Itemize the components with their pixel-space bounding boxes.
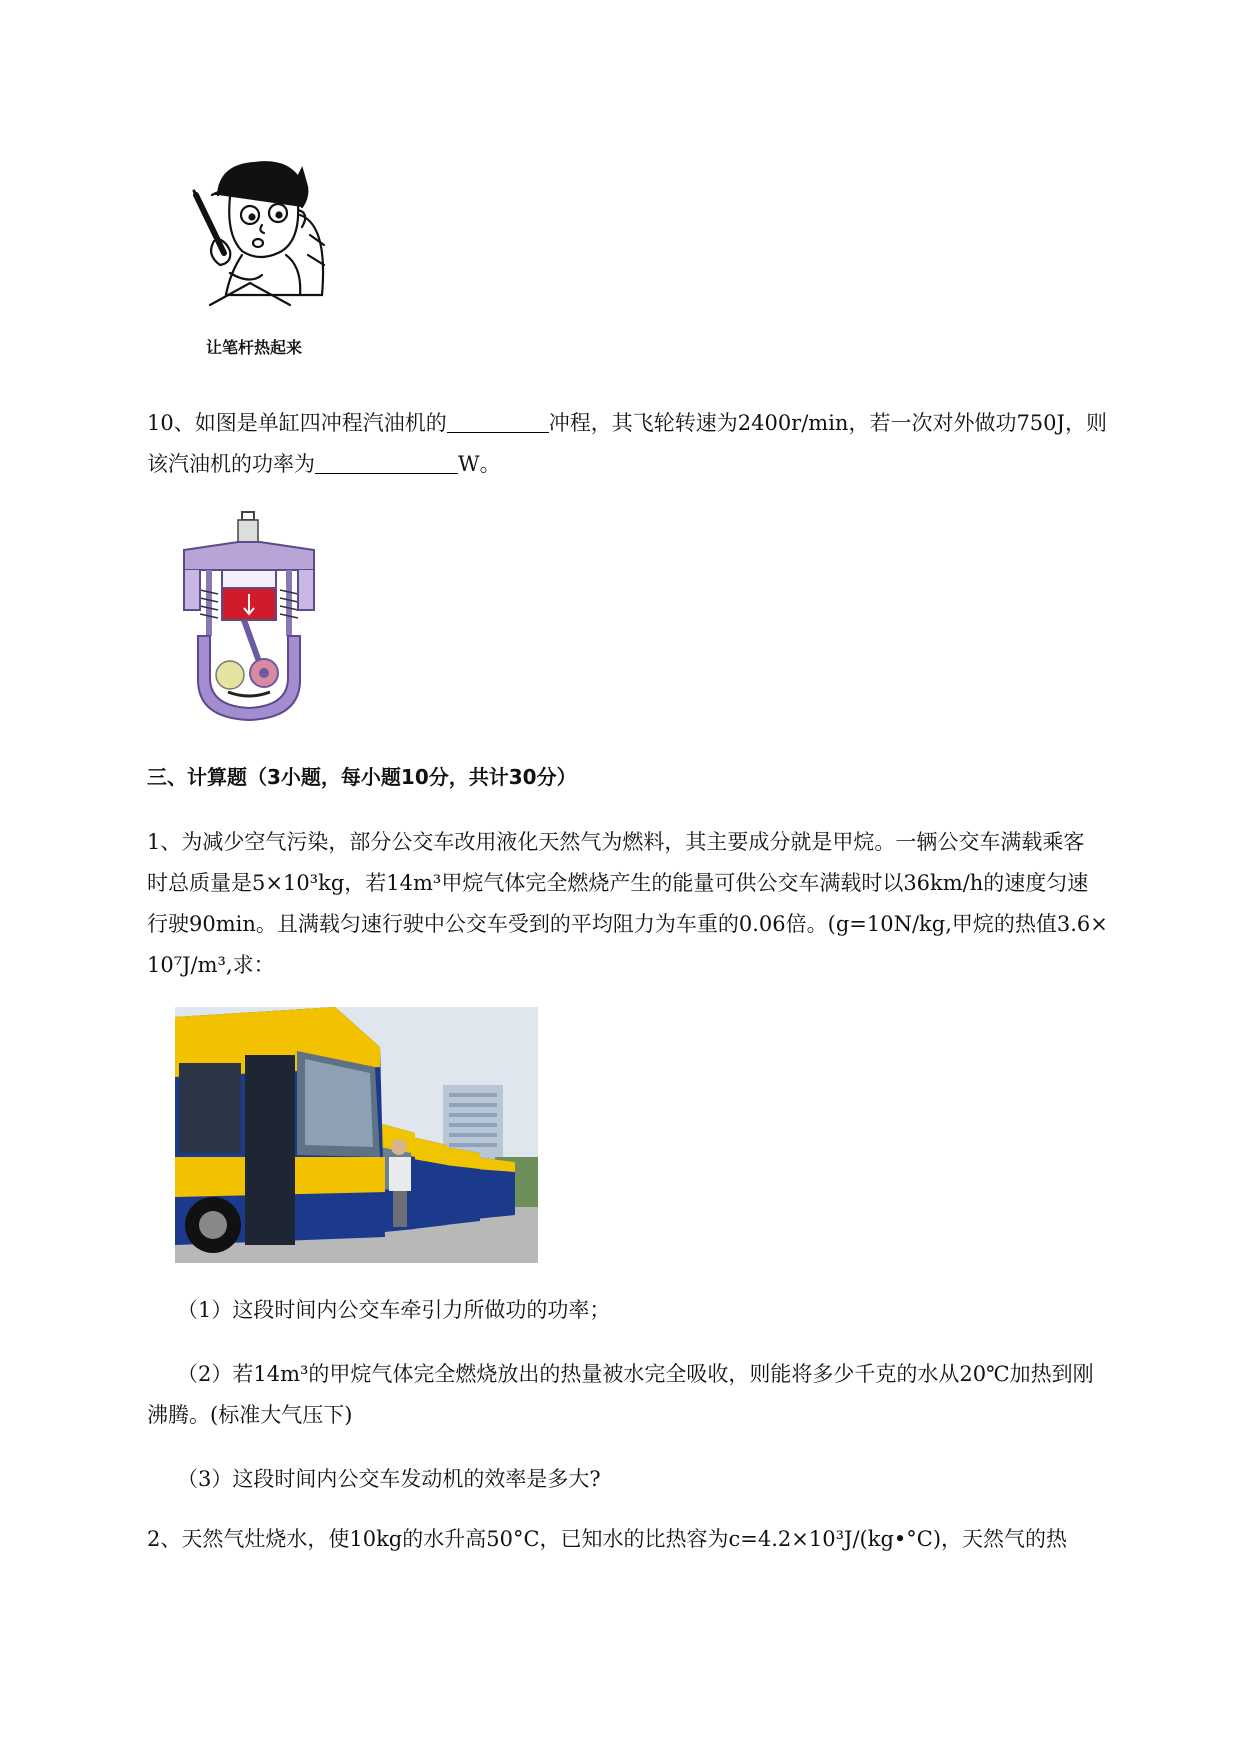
calc1-line-3: 行驶90min。且满载匀速行驶中公交车受到的平均阻力为车重的0.06倍。(g=10N/kg,甲烷的热值3.6× <box>147 912 1108 936</box>
four-stroke-engine-illustration <box>178 510 320 725</box>
q10-text-b: 冲程，其飞轮转速为2400r/min，若一次对外做功750J，则 <box>548 411 1107 435</box>
calc1-line-2: 时总质量是5×10³kg，若14m³甲烷气体完全燃烧产生的能量可供公交车满载时以36km/h的速度匀速 <box>147 871 1089 895</box>
calc1-line-4: 10⁷J/m³,求： <box>147 953 275 977</box>
boy-holding-pen-illustration <box>190 155 340 330</box>
q10-blank-power <box>315 449 458 474</box>
q10-blank-stroke <box>447 408 549 433</box>
engine-diagram <box>178 510 320 725</box>
cartoon-caption: 让笔杆热起来 <box>206 338 303 357</box>
calc1-sub-2 <box>147 1354 1157 1436</box>
calc1-sub-2-line-2: 沸腾。(标准大气压下) <box>147 1403 353 1427</box>
calc1-sub-2-line-1: （2）若14m³的甲烷气体完全燃烧放出的热量被水完全吸收，则能将多少千克的水从20℃加热到刚 <box>177 1362 1094 1386</box>
question-10 <box>147 403 1157 485</box>
cartoon-figure <box>190 155 340 360</box>
calc1-sub-3: （3）这段时间内公交车发动机的效率是多大? <box>177 1467 601 1491</box>
q10-text-c: 该汽油机的功率为 <box>147 452 315 476</box>
q10-line-1 <box>147 403 1157 444</box>
calc-question-2: 2、天然气灶烧水，使10kg的水升高50°C，已知水的比热容为c=4.2×10³J/(kg•°C)，天然气的热 <box>147 1527 1068 1551</box>
bus-photo <box>175 1007 538 1263</box>
q10-text-a: 10、如图是单缸四冲程汽油机的 <box>147 411 447 435</box>
calc1-line-1: 1、为减少空气污染，部分公交车改用液化天然气为燃料，其主要成分就是甲烷。一辆公交车满载乘客 <box>147 830 1085 854</box>
q10-text-d: W。 <box>458 452 501 476</box>
q10-line-2 <box>147 444 1157 485</box>
calc-question-1 <box>147 822 1157 986</box>
buses-illustration <box>175 1007 538 1263</box>
section-3-heading: 三、计算题（3小题，每小题10分，共计30分） <box>147 765 577 789</box>
calc1-sub-1: （1）这段时间内公交车牵引力所做功的功率； <box>177 1298 611 1322</box>
